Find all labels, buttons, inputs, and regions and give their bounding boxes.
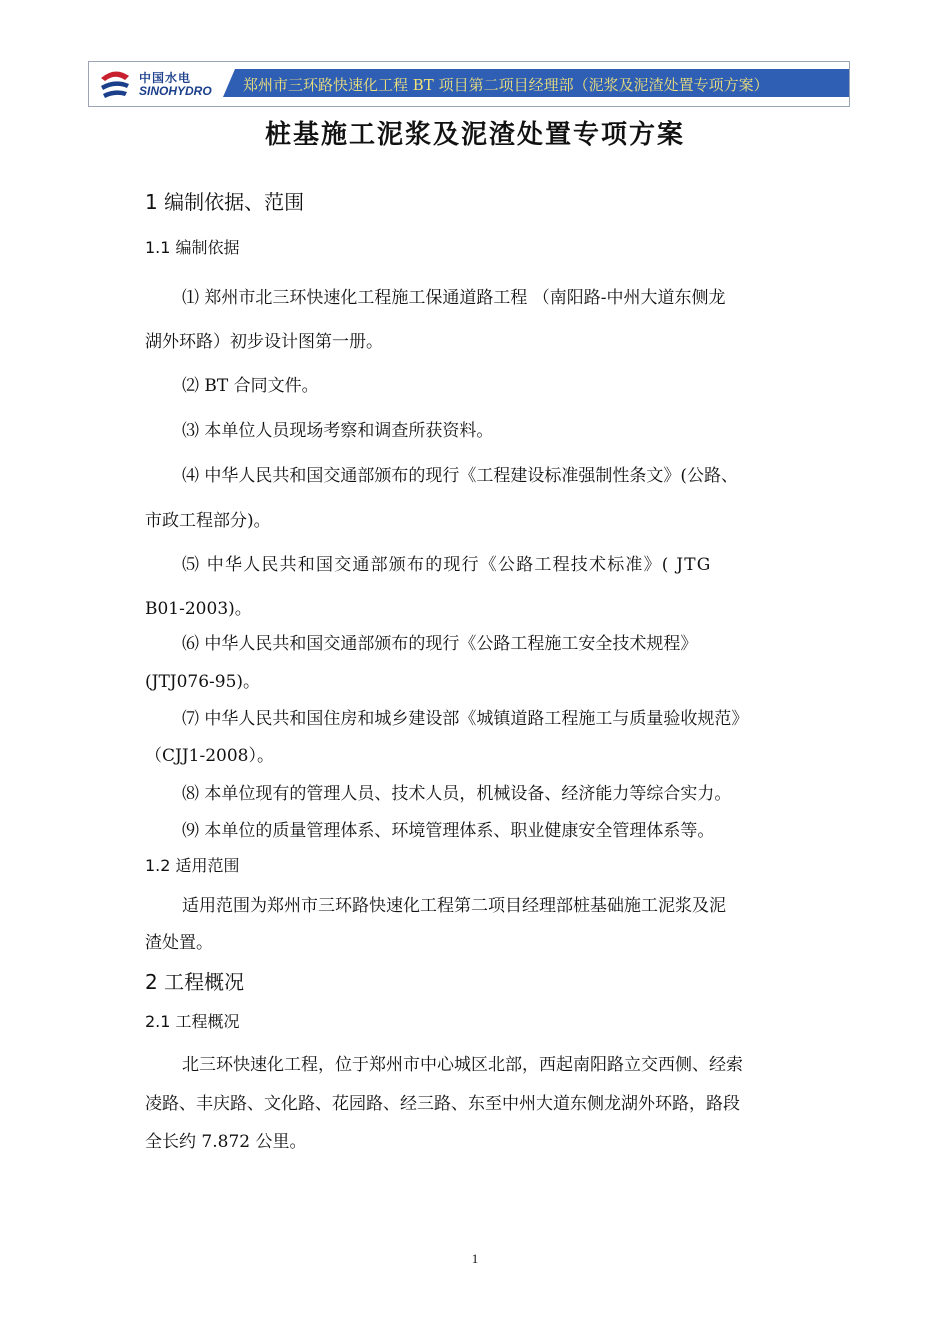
basis-item-5-line-1: ⑸ 中华人民共和国交通部颁布的现行《公路工程技术标准》( JTG [182,555,712,575]
section-1-2-heading: 1.2 适用范围 [145,856,240,875]
section-1-1-heading: 1.1 编制依据 [145,238,240,257]
basis-item-2: ⑵ BT 合同文件。 [182,376,319,396]
section-2-heading: 2 工程概况 [145,970,245,994]
basis-item-5-line-2: B01-2003)。 [145,599,252,619]
basis-item-4-line-2: 市政工程部分)。 [145,511,271,531]
overview-line-1: 北三环快速化工程，位于郑州市中心城区北部，西起南阳路立交西侧、经索 [182,1055,743,1075]
document-title: 桩基施工泥浆及泥渣处置专项方案 [264,120,685,150]
section-2-1-heading: 2.1 工程概况 [145,1012,240,1031]
basis-item-6-line-2: (JTJ076-95)。 [145,672,261,692]
section-1-heading: 1 编制依据、范围 [145,190,305,214]
overview-line-2: 凌路、丰庆路、文化路、花园路、经三路、东至中州大道东侧龙湖外环路，路段 [145,1094,740,1114]
sinohydro-logo-icon [97,68,133,100]
basis-item-7-line-1: ⑺ 中华人民共和国住房和城乡建设部《城镇道路工程施工与质量验收规范》 [182,709,749,729]
page-header [88,61,850,107]
header-project-title: 郑州市三环路快速化工程 BT 项目第二项目经理部（泥浆及泥渣处置专项方案） [243,76,769,94]
basis-item-7-line-2: （CJJ1-2008）。 [145,746,274,766]
header-title-band [235,69,849,97]
basis-item-4-line-1: ⑷ 中华人民共和国交通部颁布的现行《工程建设标准强制性条文》(公路、 [182,466,739,486]
basis-item-1-line-1: ⑴ 郑州市北三环快速化工程施工保通道路工程 （南阳路-中州大道东侧龙 [182,288,726,308]
logo-english-text: SINOHYDRO [139,84,212,98]
scope-line-1: 适用范围为郑州市三环路快速化工程第二项目经理部桩基础施工泥浆及泥 [182,896,726,916]
scope-line-2: 渣处置。 [145,933,213,953]
logo-chinese-text: 中国水电 [139,71,192,85]
basis-item-9: ⑼ 本单位的质量管理体系、环境管理体系、职业健康安全管理体系等。 [182,821,715,841]
basis-item-1-line-2: 湖外环路）初步设计图第一册。 [145,332,383,352]
page-number: 1 [471,1251,479,1266]
basis-item-3: ⑶ 本单位人员现场考察和调查所获资料。 [182,421,494,441]
overview-line-3: 全长约 7.872 公里。 [145,1132,307,1152]
sinohydro-logo [97,66,227,102]
basis-item-6-line-1: ⑹ 中华人民共和国交通部颁布的现行《公路工程施工安全技术规程》 [182,634,698,654]
basis-item-8: ⑻ 本单位现有的管理人员、技术人员，机械设备、经济能力等综合实力。 [182,784,732,804]
